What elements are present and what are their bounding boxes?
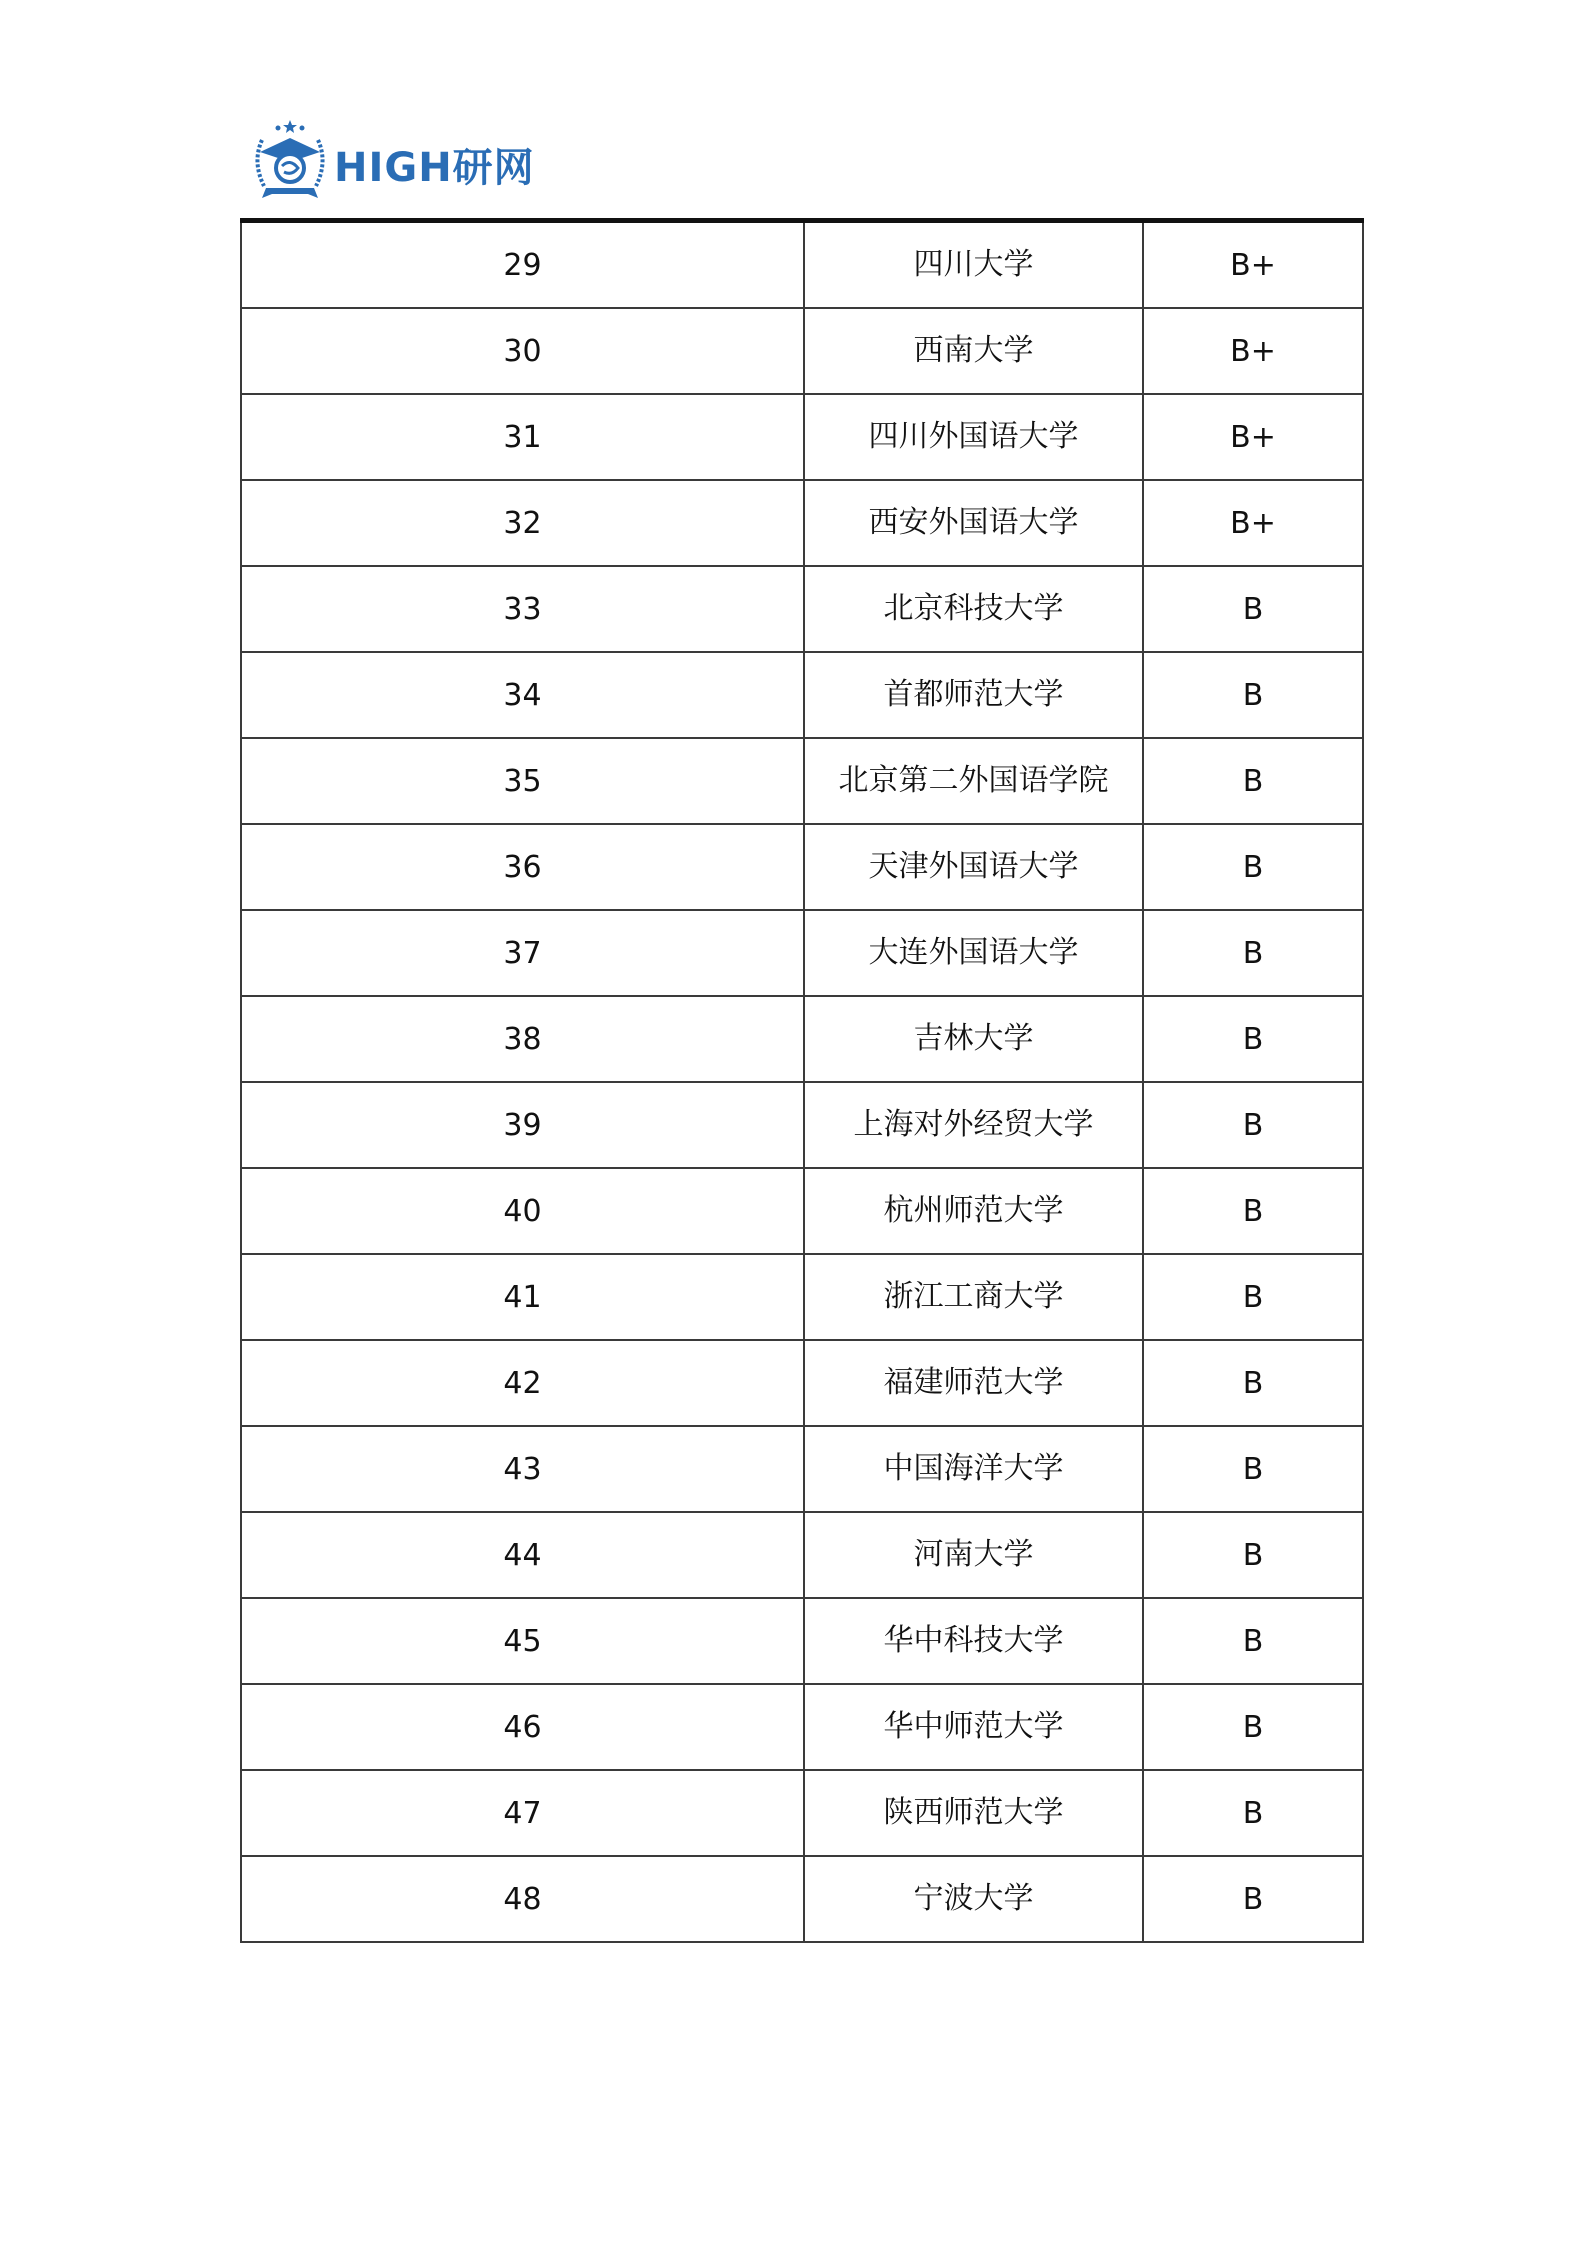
rank-cell: [241, 1168, 804, 1254]
rank-cell-text: 35: [503, 763, 542, 799]
site-logo: [248, 118, 548, 206]
table-row: [241, 1082, 1363, 1168]
table-row: [241, 910, 1363, 996]
grade-cell: [1143, 1770, 1363, 1856]
university-cell: [804, 910, 1143, 996]
university-cell-text: 大连外国语大学: [868, 935, 1079, 970]
university-cell: [804, 1512, 1143, 1598]
table-row: [241, 824, 1363, 910]
grade-cell: [1143, 1340, 1363, 1426]
university-cell: [804, 996, 1143, 1082]
table-row: [241, 1770, 1363, 1856]
rank-cell: [241, 910, 804, 996]
university-cell: [804, 1684, 1143, 1770]
rank-cell: [241, 1082, 804, 1168]
university-cell-text: 四川外国语大学: [868, 419, 1079, 454]
logo-text: HIGH研网: [334, 144, 535, 191]
table-row: [241, 652, 1363, 738]
grade-cell-text: B: [1242, 1623, 1264, 1659]
rank-cell-text: 33: [503, 591, 542, 627]
rank-cell-text: 29: [503, 247, 542, 283]
university-cell-text: 浙江工商大学: [883, 1279, 1064, 1314]
rank-cell-text: 31: [503, 419, 542, 455]
rank-cell: [241, 1512, 804, 1598]
rank-cell: [241, 480, 804, 566]
rank-cell: [241, 1684, 804, 1770]
rank-cell-text: 44: [503, 1537, 542, 1573]
rank-cell-text: 46: [503, 1709, 542, 1745]
university-cell-text: 首都师范大学: [883, 677, 1064, 712]
university-grade-table: [240, 218, 1364, 1943]
grade-cell: [1143, 221, 1363, 309]
table-row: [241, 480, 1363, 566]
university-cell: [804, 824, 1143, 910]
grade-cell-text: B: [1242, 849, 1264, 885]
grade-cell: [1143, 1856, 1363, 1942]
university-cell: [804, 1340, 1143, 1426]
rank-cell: [241, 652, 804, 738]
university-cell-text: 陕西师范大学: [883, 1795, 1064, 1830]
table-row: [241, 221, 1363, 309]
grade-cell-text: B: [1242, 591, 1264, 627]
university-cell: [804, 1770, 1143, 1856]
table-row: [241, 1856, 1363, 1942]
rank-cell-text: 39: [503, 1107, 542, 1143]
university-cell: [804, 1598, 1143, 1684]
grade-cell: [1143, 1168, 1363, 1254]
grade-cell: [1143, 652, 1363, 738]
university-cell: [804, 1426, 1143, 1512]
grade-cell-text: B: [1242, 1021, 1264, 1057]
university-cell-text: 西南大学: [913, 333, 1034, 368]
table-row: [241, 1426, 1363, 1512]
university-cell-text: 天津外国语大学: [868, 849, 1079, 884]
table-row: [241, 308, 1363, 394]
rank-cell: [241, 824, 804, 910]
university-cell: [804, 1856, 1143, 1942]
rank-cell-text: 40: [503, 1193, 542, 1229]
table-row: [241, 1598, 1363, 1684]
grade-cell-text: B: [1242, 763, 1264, 799]
rank-cell-text: 47: [503, 1795, 542, 1831]
table-row: [241, 1168, 1363, 1254]
university-cell-text: 华中师范大学: [883, 1709, 1064, 1744]
grade-cell: [1143, 308, 1363, 394]
university-cell: [804, 566, 1143, 652]
table-row: [241, 1340, 1363, 1426]
rank-cell: [241, 1770, 804, 1856]
rank-cell: [241, 738, 804, 824]
grade-cell-text: B+: [1230, 333, 1276, 369]
grade-cell: [1143, 1082, 1363, 1168]
grade-cell: [1143, 738, 1363, 824]
university-cell: [804, 738, 1143, 824]
rank-cell-text: 42: [503, 1365, 542, 1401]
grade-cell-text: B: [1242, 1279, 1264, 1315]
grade-cell-text: B: [1242, 1537, 1264, 1573]
university-cell: [804, 221, 1143, 309]
grade-cell: [1143, 1426, 1363, 1512]
rank-cell: [241, 1856, 804, 1942]
university-cell: [804, 1168, 1143, 1254]
rank-cell: [241, 221, 804, 309]
university-cell: [804, 1082, 1143, 1168]
university-cell-text: 河南大学: [913, 1537, 1034, 1572]
university-cell-text: 四川大学: [913, 247, 1034, 282]
university-cell-text: 吉林大学: [913, 1021, 1034, 1056]
rank-cell: [241, 1598, 804, 1684]
grade-cell-text: B: [1242, 1193, 1264, 1229]
table-row: [241, 996, 1363, 1082]
university-cell-text: 杭州师范大学: [883, 1193, 1064, 1228]
rank-cell-text: 43: [503, 1451, 542, 1487]
grade-cell: [1143, 1254, 1363, 1340]
rank-cell: [241, 308, 804, 394]
grade-cell-text: B: [1242, 1451, 1264, 1487]
grade-cell: [1143, 394, 1363, 480]
rank-cell-text: 37: [503, 935, 542, 971]
grade-cell: [1143, 1512, 1363, 1598]
university-cell-text: 华中科技大学: [883, 1623, 1064, 1658]
grade-cell-text: B: [1242, 1107, 1264, 1143]
rank-cell-text: 41: [503, 1279, 542, 1315]
university-cell: [804, 1254, 1143, 1340]
university-cell: [804, 308, 1143, 394]
grade-cell-text: B: [1242, 1795, 1264, 1831]
grade-cell-text: B+: [1230, 505, 1276, 541]
rank-cell-text: 34: [503, 677, 542, 713]
rank-cell: [241, 1340, 804, 1426]
grade-cell: [1143, 566, 1363, 652]
rank-cell-text: 32: [503, 505, 542, 541]
grade-cell: [1143, 824, 1363, 910]
table-row: [241, 394, 1363, 480]
rank-cell: [241, 566, 804, 652]
grade-cell-text: B+: [1230, 247, 1276, 283]
rank-cell-text: 45: [503, 1623, 542, 1659]
university-cell-text: 福建师范大学: [883, 1365, 1064, 1400]
university-cell-text: 中国海洋大学: [883, 1451, 1064, 1486]
grade-cell-text: B: [1242, 1881, 1264, 1917]
university-cell: [804, 652, 1143, 738]
rank-cell: [241, 1426, 804, 1512]
table-row: [241, 1254, 1363, 1340]
university-cell-text: 上海对外经贸大学: [853, 1107, 1094, 1142]
grade-cell: [1143, 1684, 1363, 1770]
rank-cell-text: 48: [503, 1881, 542, 1917]
university-cell: [804, 480, 1143, 566]
grade-cell-text: B: [1242, 1365, 1264, 1401]
university-cell: [804, 394, 1143, 480]
rank-cell: [241, 1254, 804, 1340]
rank-cell-text: 38: [503, 1021, 542, 1057]
table-row: [241, 1512, 1363, 1598]
grade-cell: [1143, 910, 1363, 996]
university-cell-text: 北京科技大学: [883, 591, 1064, 626]
table-row: [241, 1684, 1363, 1770]
rank-cell-text: 36: [503, 849, 542, 885]
rank-cell-text: 30: [503, 333, 542, 369]
grade-cell: [1143, 1598, 1363, 1684]
university-cell-text: 北京第二外国语学院: [838, 763, 1109, 798]
grade-cell-text: B: [1242, 1709, 1264, 1745]
graduation-cap-emblem-icon: [248, 118, 332, 206]
table-row: [241, 566, 1363, 652]
grade-cell-text: B: [1242, 935, 1264, 971]
university-cell-text: 宁波大学: [913, 1881, 1034, 1916]
grade-cell-text: B: [1242, 677, 1264, 713]
grade-cell: [1143, 996, 1363, 1082]
table-row: [241, 738, 1363, 824]
rank-cell: [241, 394, 804, 480]
university-cell-text: 西安外国语大学: [868, 505, 1079, 540]
grade-cell: [1143, 480, 1363, 566]
rank-cell: [241, 996, 804, 1082]
grade-cell-text: B+: [1230, 419, 1276, 455]
